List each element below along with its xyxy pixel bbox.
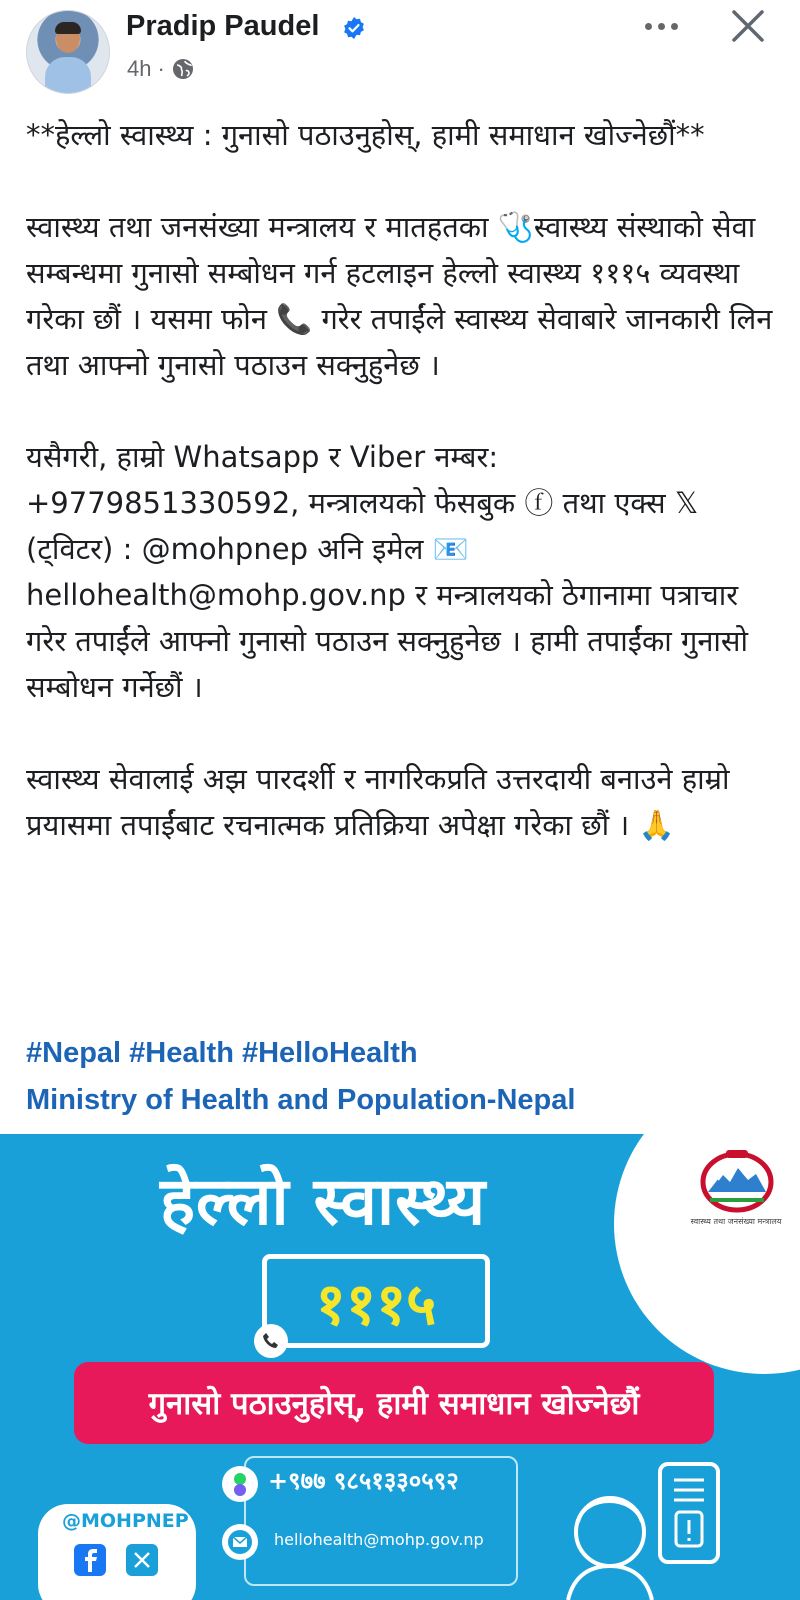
meta-separator: · — [157, 56, 165, 81]
facebook-icon — [74, 1544, 106, 1576]
post-body — [26, 112, 782, 848]
hotline-number: १११५ — [262, 1254, 490, 1348]
post-paragraph: स्वास्थ्य तथा जनसंख्या मन्त्रालय र मातहतका 🩺स्वास्थ्य संस्थाको सेवा सम्बन्धमा गुनासो सम्बोधन गर्न हटलाइन हेल्लो स्वास्थ्य १११५ व्यवस्था गरेका छौं । यसमा फोन 📞 गरेर तपाईंले स्वास्थ्य सेवाबारे जानकारी लिन तथा आफ्नो गुनासो पठाउन सक्नुहुनेछ । — [26, 210, 782, 382]
emblem-caption: स्वास्थ्य तथा जनसंख्या मन्त्रालय — [690, 1217, 782, 1226]
email-icon — [222, 1524, 258, 1560]
banner-tagline: गुनासो पठाउनुहोस्, हामी समाधान खोज्नेछौं — [74, 1362, 714, 1444]
author-avatar[interactable] — [26, 10, 110, 94]
social-handle: @MOHPNEP — [62, 1510, 189, 1532]
whatsapp-viber-icon — [222, 1466, 258, 1502]
globe-icon[interactable] — [171, 57, 195, 81]
page-mention-link[interactable]: Ministry of Health and Population-Nepal — [26, 1084, 576, 1116]
author-name[interactable]: Pradip Paudel — [126, 10, 320, 42]
post-header — [0, 0, 800, 100]
post-time[interactable]: 4h — [127, 56, 152, 81]
x-twitter-icon — [126, 1544, 158, 1576]
post-paragraph: स्वास्थ्य सेवालाई अझ पारदर्शी र नागरिकप्रति उत्तरदायी बनाउने हाम्रो प्रयासमा तपाईंबाट रचनात्मक प्रतिक्रिया अपेक्षा गरेका छौं । 🙏 — [26, 762, 739, 842]
post-meta — [127, 56, 195, 82]
verified-badge-icon — [342, 16, 366, 40]
nepal-emblem-icon — [696, 1144, 778, 1214]
post-tags — [26, 1030, 575, 1124]
hashtag-links[interactable]: #Nepal #Health #HelloHealth — [26, 1037, 418, 1069]
close-icon[interactable] — [728, 6, 768, 46]
person-with-document-icon — [548, 1450, 748, 1600]
more-options-icon[interactable] — [636, 12, 686, 40]
post-title: **हेल्लो स्वास्थ्य : गुनासो पठाउनुहोस्, हामी समाधान खोज्नेछौं** — [26, 118, 705, 152]
phone-icon — [254, 1324, 288, 1358]
post-paragraph: यसैगरी, हाम्रो Whatsapp र Viber नम्बर: +9779851330592, मन्त्रालयको फेसबुक ⓕ तथा एक्स 𝕏 (ट्विटर) : @mohpnep अनि इमेल 📧 hellohealth@mohp.gov.np र मन्त्रालयको ठेगानामा पत्राचार गरेर तपाईंले आफ्नो गुनासो पठाउन सक्नुहुनेछ । हामी तपाईंका गुनासो सम्बोधन गर्नेछौं । — [26, 440, 758, 704]
post-image[interactable] — [0, 1134, 800, 1600]
banner-title: हेल्लो स्वास्थ्य — [160, 1163, 487, 1240]
banner-email: hellohealth@mohp.gov.np — [274, 1530, 484, 1549]
banner-phone: +९७७ ९८५१३३०५९२ — [268, 1467, 459, 1495]
